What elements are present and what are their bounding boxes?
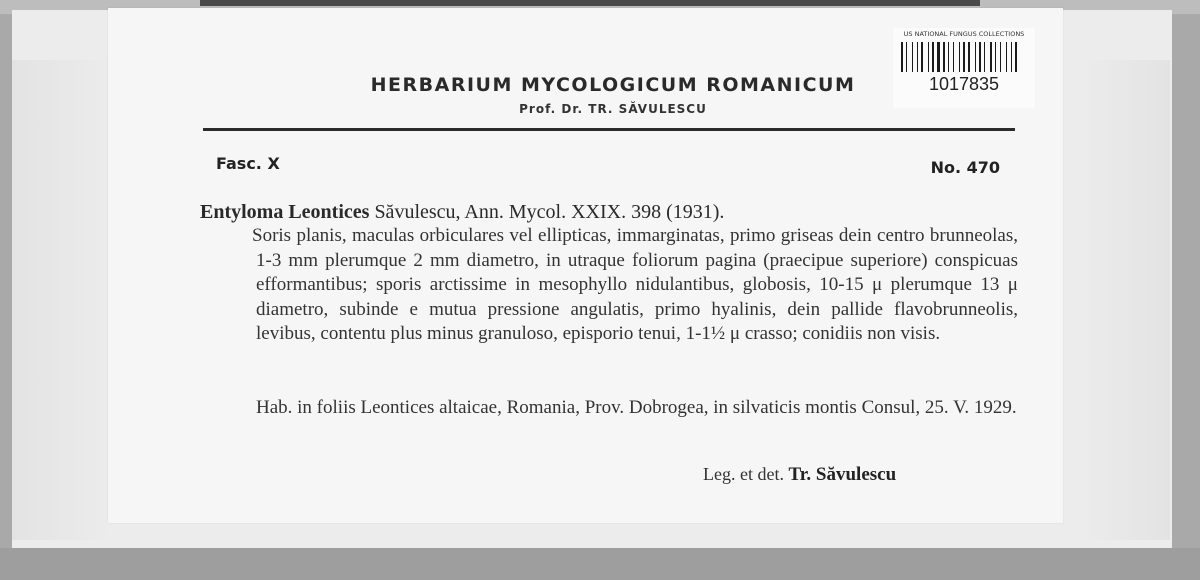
- herbarium-subtitle: Prof. Dr. TR. SĂVULESCU: [519, 102, 707, 116]
- species-line: [200, 200, 1030, 224]
- envelope-flap-left: [12, 60, 112, 540]
- background-dark-edge: [200, 0, 980, 6]
- barcode-number: 1017835: [928, 74, 1000, 94]
- barcode-icon: [901, 42, 1027, 72]
- habitat-text: Hab. in foliis Leontices altaicae, Romania, Prov. Dobrogea, in silvaticis montis Consul, 25. V. 1929.: [256, 397, 1017, 418]
- collector-line: [703, 464, 1003, 486]
- description-text: Soris planis, maculas orbiculares vel ellipticas, immarginatas, primo griseas dein centro brunneolas, 1-3 mm plerumque 2 mm diametro, in utraque foliorum pagina (praecipue superiore) conspicuas efformantibus; sporis arctissime in mesophyllo nidulantibus, globosis, 10-15 μ plerumque 13 μ diametro, subinde e mutua pressione angulatis, primo hyalinis, dein pallide flavobrunneolis, levibus, contentu plus minus granuloso, episporio tenui, 1-1½ μ crasso; conidiis non visis.: [252, 225, 1018, 344]
- specimen-number: No. 470: [930, 158, 1000, 177]
- species-citation: Săvulescu, Ann. Mycol. XXIX. 398 (1931).: [374, 201, 725, 223]
- species-description: [252, 224, 1018, 347]
- species-name: Entyloma Leontices: [200, 201, 370, 223]
- envelope-flap-right: [1080, 60, 1170, 540]
- barcode-caption: US NATIONAL FUNGUS COLLECTIONS: [903, 30, 1025, 38]
- header-rule: [203, 128, 1015, 131]
- herbarium-label: [108, 8, 1063, 523]
- collector-name: Tr. Săvulescu: [788, 464, 897, 485]
- fascicle-number: Fasc. X: [216, 154, 280, 173]
- collector-prefix: Leg. et det.: [703, 464, 784, 484]
- herbarium-title: HERBARIUM MYCOLOGICUM ROMANICUM: [370, 74, 856, 96]
- barcode-label: [893, 28, 1035, 108]
- background-bottom: [0, 548, 1200, 580]
